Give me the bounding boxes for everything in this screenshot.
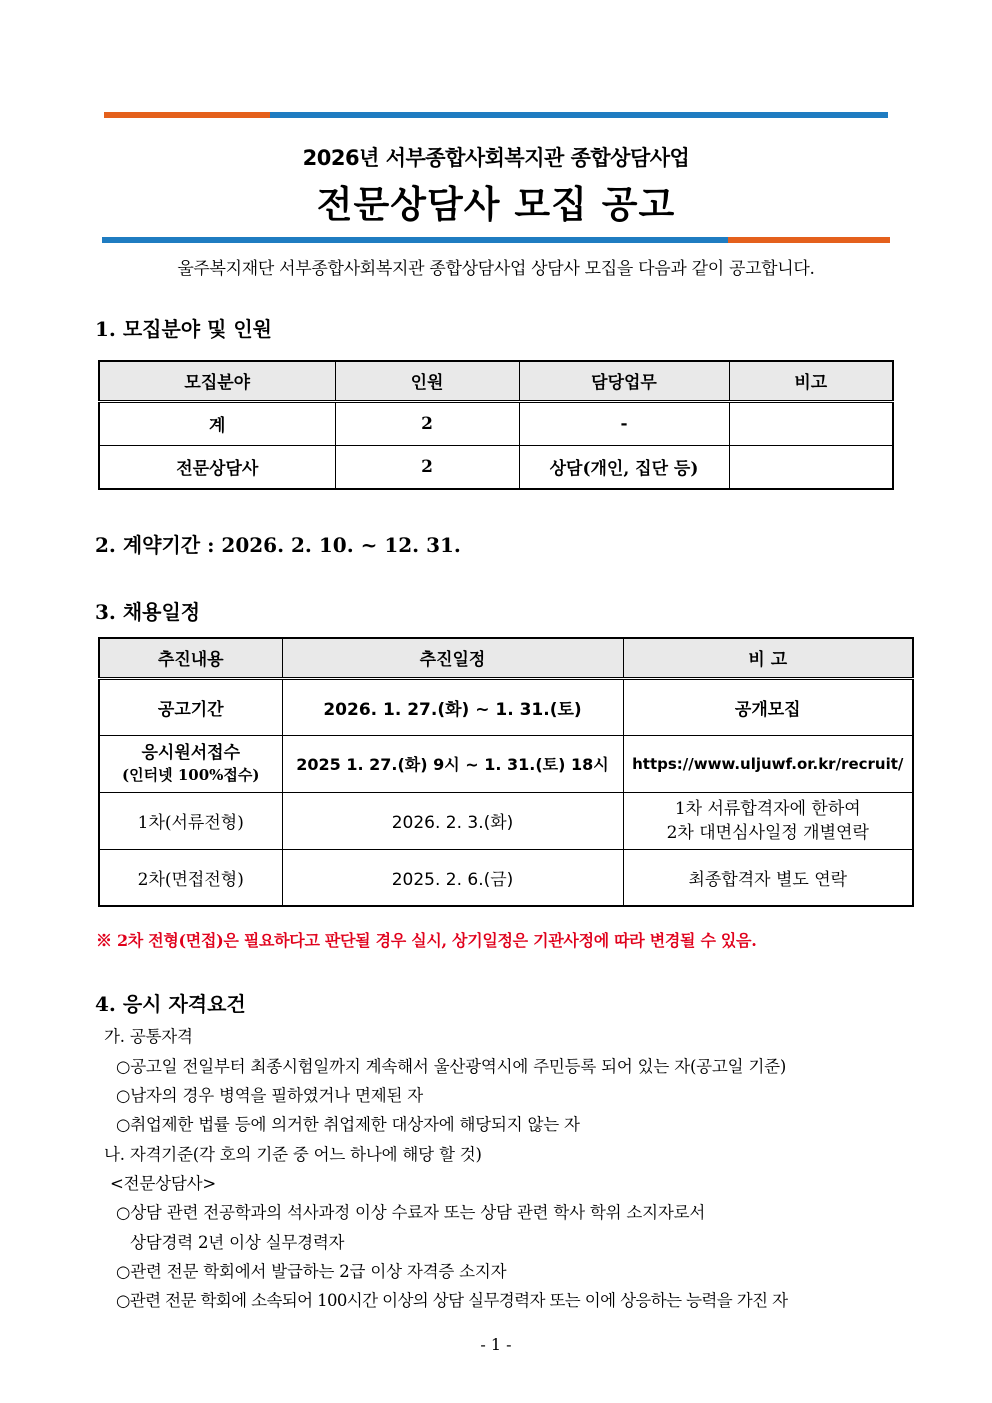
schedule-table bbox=[98, 637, 914, 907]
section1-heading: 1. 모집분야 및 인원 bbox=[95, 317, 273, 341]
document-subtitle: 2026년 서부종합사회복지관 종합상담사업 bbox=[302, 146, 690, 170]
table-cell bbox=[99, 735, 282, 792]
requirement-item: ○관련 전문 학회에 소속되어 100시간 이상의 상담 실무경력자 또는 이에 상응하는 능력을 가진 자 bbox=[116, 1291, 788, 1310]
page-number: - 1 - bbox=[480, 1335, 512, 1354]
subsection-heading: 나. 자격기준(각 호의 기준 중 어느 하나에 해당 할 것) bbox=[104, 1145, 482, 1164]
table-cell bbox=[623, 792, 913, 849]
requirement-item: ○상담 관련 전공학과의 석사과정 이상 수료자 또는 상담 관련 학사 학위 소지자로서 bbox=[116, 1203, 706, 1222]
table-cell: - bbox=[519, 401, 729, 445]
column-header: 인원 bbox=[335, 361, 519, 401]
bottom-bar-orange-segment bbox=[728, 237, 890, 243]
table-header-row bbox=[99, 361, 893, 401]
requirement-item: ○취업제한 법률 등에 의거한 취업제한 대상자에 해당되지 않는 자 bbox=[116, 1115, 580, 1134]
section3-heading: 3. 채용일정 bbox=[95, 600, 201, 624]
table-cell: 2026. 1. 27.(화) ~ 1. 31.(토) bbox=[282, 678, 623, 735]
table-cell: 2025. 2. 6.(금) bbox=[282, 849, 623, 906]
table-header-row bbox=[99, 638, 913, 678]
table-cell: 2차(면접전형) bbox=[99, 849, 282, 906]
requirement-item: ○공고일 전일부터 최종시험일까지 계속해서 울산광역시에 주민등록 되어 있는 자(공고일 기준) bbox=[116, 1057, 787, 1076]
schedule-warning: ※ 2차 전형(면접)은 필요하다고 판단될 경우 실시, 상기일정은 기관사정에 따라 변경될 수 있음. bbox=[96, 931, 757, 950]
table-cell: 계 bbox=[99, 401, 335, 445]
category-label: <전문상담사> bbox=[110, 1174, 216, 1193]
intro-text: 울주복지재단 서부종합사회복지관 종합상담사업 상담사 모집을 다음과 같이 공고합니다. bbox=[177, 259, 815, 279]
top-bar-blue-segment bbox=[270, 112, 888, 118]
header-bottom-bar bbox=[102, 237, 890, 243]
subsection-heading: 가. 공통자격 bbox=[104, 1027, 193, 1046]
requirement-item: ○남자의 경우 병역을 필하였거나 면제된 자 bbox=[116, 1086, 423, 1105]
table-row bbox=[99, 792, 913, 849]
table-row bbox=[99, 735, 913, 792]
table-cell: 상담(개인, 집단 등) bbox=[519, 445, 729, 489]
table-row bbox=[99, 678, 913, 735]
document-title: 전문상담사 모집 공고 bbox=[316, 183, 676, 226]
requirement-item-continued: 상담경력 2년 이상 실무경력자 bbox=[130, 1233, 345, 1252]
cell-line: (인터넷 100%접수) bbox=[122, 765, 260, 784]
section2-heading: 2. 계약기간 : 2026. 2. 10. ~ 12. 31. bbox=[95, 533, 461, 557]
column-header: 비고 bbox=[729, 361, 893, 401]
table-cell bbox=[729, 401, 893, 445]
column-header: 담당업무 bbox=[519, 361, 729, 401]
table-cell: 공고기간 bbox=[99, 678, 282, 735]
column-header: 추진내용 bbox=[99, 638, 282, 678]
recruitment-table bbox=[98, 360, 894, 490]
table-cell bbox=[729, 445, 893, 489]
column-header: 모집분야 bbox=[99, 361, 335, 401]
table-cell: 2026. 2. 3.(화) bbox=[282, 792, 623, 849]
header-top-bar bbox=[104, 112, 888, 118]
cell-line: 응시원서접수 bbox=[141, 742, 241, 763]
table-cell: 공개모집 bbox=[623, 678, 913, 735]
cell-line: 2차 대면심사일정 개별연락 bbox=[666, 822, 869, 843]
table-cell: 2 bbox=[335, 445, 519, 489]
section4-heading: 4. 응시 자격요건 bbox=[95, 992, 246, 1016]
table-cell: 최종합격자 별도 연락 bbox=[623, 849, 913, 906]
table-row bbox=[99, 445, 893, 489]
requirement-item: ○관련 전문 학회에서 발급하는 2급 이상 자격증 소지자 bbox=[116, 1262, 507, 1281]
bottom-bar-blue-segment bbox=[102, 237, 728, 243]
table-cell: 2 bbox=[335, 401, 519, 445]
table-cell: 1차(서류전형) bbox=[99, 792, 282, 849]
table-cell: 2025 1. 27.(화) 9시 ~ 1. 31.(토) 18시 bbox=[282, 735, 623, 792]
table-row bbox=[99, 849, 913, 906]
column-header: 추진일정 bbox=[282, 638, 623, 678]
application-url[interactable]: https://www.uljuwf.or.kr/recruit/ bbox=[623, 735, 913, 792]
top-bar-orange-segment bbox=[104, 112, 270, 118]
table-row bbox=[99, 401, 893, 445]
table-cell: 전문상담사 bbox=[99, 445, 335, 489]
column-header: 비 고 bbox=[623, 638, 913, 678]
cell-line: 1차 서류합격자에 한하여 bbox=[674, 798, 861, 819]
